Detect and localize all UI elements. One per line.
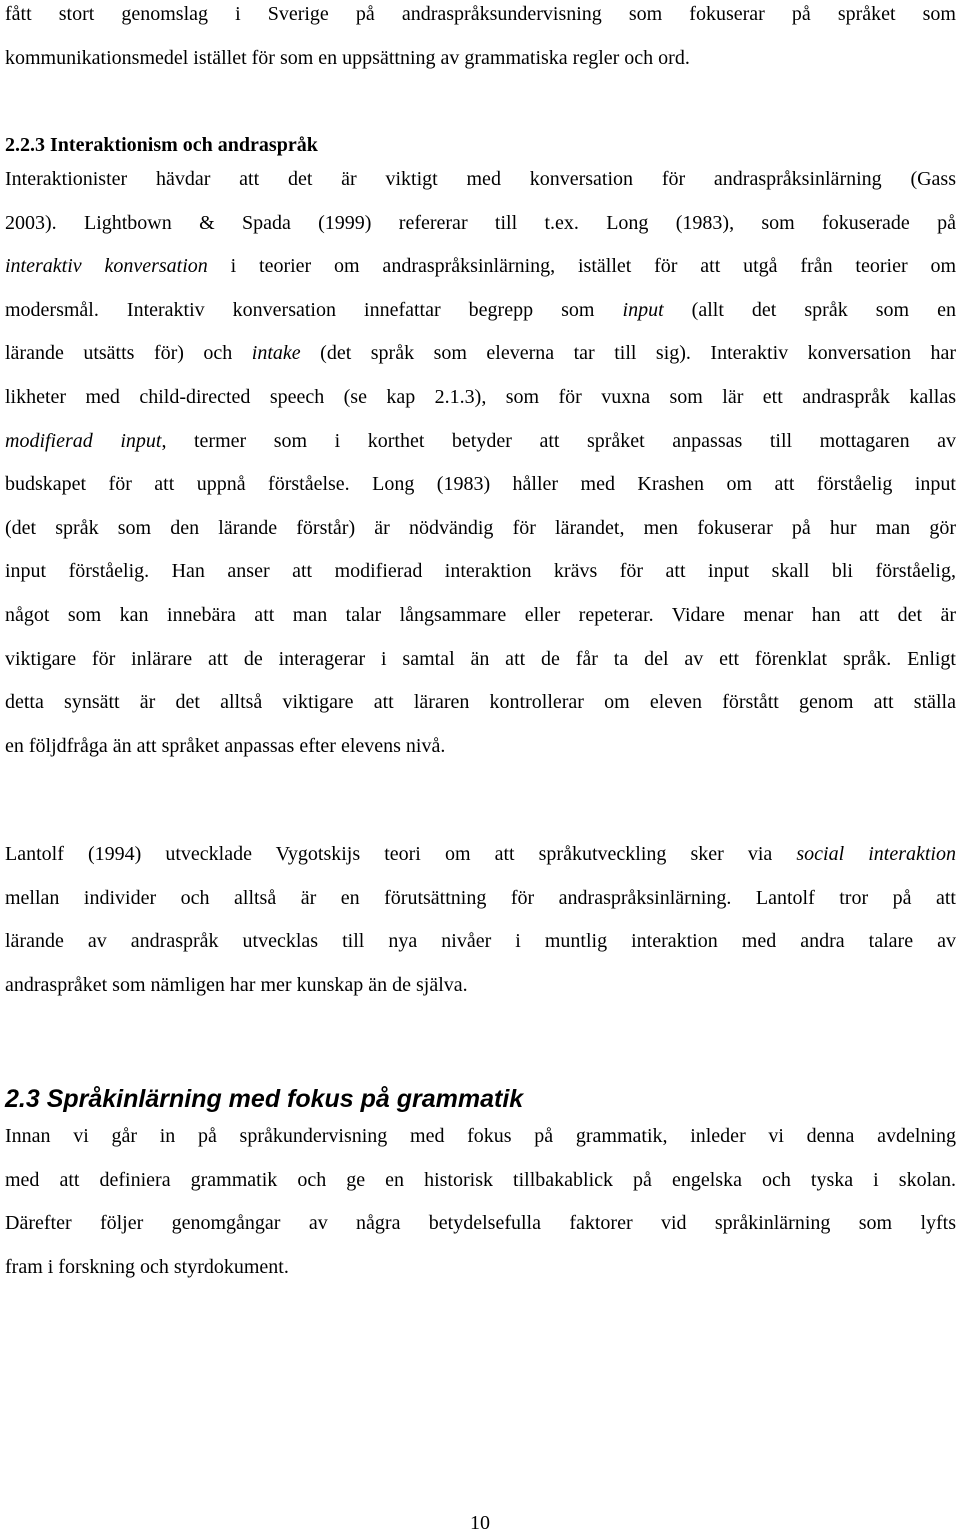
text-line: likheter med child-directed speech (se kap 2.1.3), som för vuxna som lär ett andraspråk kallas (5, 385, 956, 408)
text-line: andraspråket som nämligen har mer kunskap än de själva. (5, 973, 468, 996)
text-line: lärande av andraspråk utvecklas till nya nivåer i muntlig interaktion med andra talare av (5, 930, 956, 953)
intro-paragraph (5, 0, 956, 80)
text-line (5, 332, 956, 376)
text-line: Därefter följer genomgångar av några betydelsefulla faktorer vid språkinlärning som lyfts (5, 1212, 956, 1235)
text-line: 2003). Lightbown & Spada (1999) refererar till t.ex. Long (1983), som fokuserade på (5, 211, 956, 234)
emphasis-term: input (622, 298, 664, 321)
text-line: Interaktionister hävdar att det är viktigt med konversation för andraspråksinlärning (Gass (5, 168, 956, 190)
text-fragment: lärande utsätts för) och (5, 342, 252, 365)
text-line (5, 289, 956, 333)
text-fragment: (det språk som eleverna tar till sig). Interaktiv konversation har (300, 342, 956, 365)
text-line: Innan vi går in på språkundervisning med fokus på grammatik, inleder vi denna avdelning (5, 1125, 956, 1147)
text-fragment: (allt det språk som en (663, 298, 956, 321)
text-line: fram i forskning och styrdokument. (5, 1255, 289, 1278)
emphasis-term: modifierad input (5, 429, 162, 452)
text-fragment: Lantolf (1994) utvecklade Vygotskijs teori om att språkutveckling sker via (5, 843, 797, 865)
text-line (5, 420, 956, 464)
text-line: input förståelig. Han anser att modifierad interaktion krävs för att input skall bli förståelig, (5, 560, 956, 583)
text-line: kommunikationsmedel istället för som en uppsättning av grammatiska regler och ord. (5, 46, 690, 69)
text-line: detta synsätt är det alltså viktigare att läraren kontrollerar om eleven förstått genom att ställa (5, 691, 956, 714)
grammatik-paragraph (5, 1115, 956, 1289)
interaktionism-paragraph (5, 158, 956, 768)
text-fragment: i teorier om andraspråksinlärning, istället för att utgå från teorier om (207, 255, 957, 278)
text-line (5, 245, 956, 289)
text-line (5, 833, 956, 877)
text-line: med att definiera grammatik och ge en historisk tillbakablick på engelska och tyska i skolan. (5, 1168, 956, 1191)
text-line: en följdfråga än att språket anpassas efter elevens nivå. (5, 734, 446, 757)
section-heading-2-3: 2.3 Språkinlärning med fokus på grammatik (5, 1085, 524, 1113)
text-fragment: modersmål. Interaktiv konversation innefattar begrepp som (5, 298, 623, 321)
page-number: 10 (470, 1512, 490, 1534)
emphasis-term: social interaktion (796, 843, 956, 865)
text-fragment: , termer som i korthet betyder att språket anpassas till mottagaren av (161, 429, 956, 452)
text-line: fått stort genomslag i Sverige på andraspråksundervisning som fokuserar på språket som (5, 3, 956, 25)
text-line: något som kan innebära att man talar långsammare eller repeterar. Vidare menar han att det är (5, 603, 956, 626)
text-line: (det språk som den lärande förstår) är nödvändig för lärandet, men fokuserar på hur man gör (5, 516, 956, 539)
text-line: viktigare för inlärare att de interagerar i samtal än att de får ta del av ett förenklat språk. Enligt (5, 647, 956, 670)
text-line: mellan individer och alltså är en förutsättning för andraspråksinlärning. Lantolf tror på att (5, 886, 956, 909)
text-line: budskapet för att uppnå förståelse. Long (1983) håller med Krashen om att förståelig input (5, 473, 956, 496)
section-heading-2-2-3: 2.2.3 Interaktionism och andraspråk (5, 134, 318, 156)
emphasis-term: interaktiv konversation (5, 255, 208, 278)
emphasis-term: intake (251, 342, 301, 365)
lantolf-paragraph (5, 833, 956, 1007)
